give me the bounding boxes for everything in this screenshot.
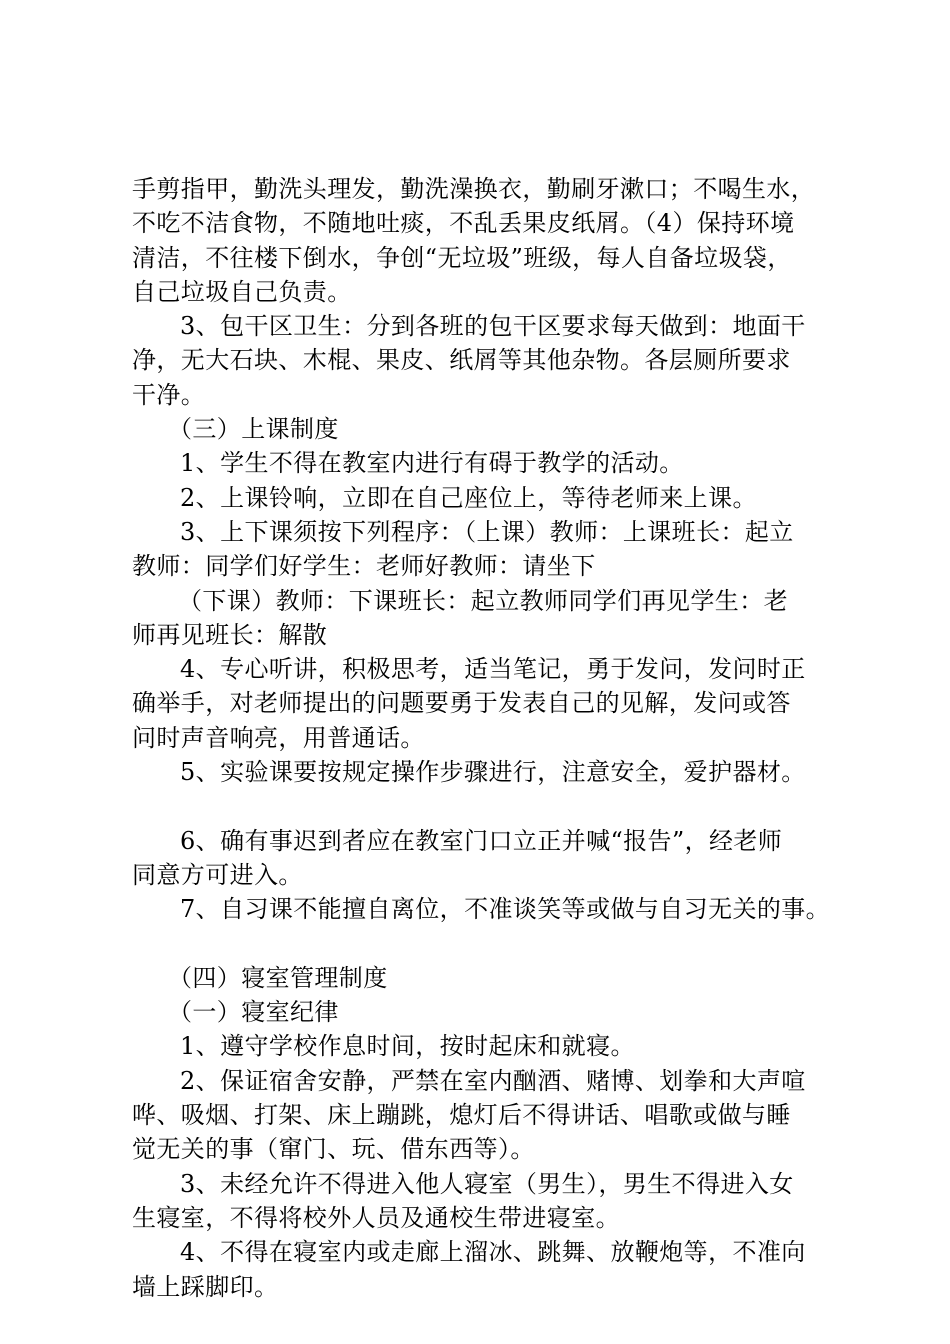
- text-line: 同意方可进入。: [132, 860, 303, 889]
- text-line: 生寝室，不得将校外人员及通校生带进寝室。: [132, 1203, 620, 1232]
- text-line: 2、上课铃响，立即在自己座位上，等待老师来上课。: [180, 483, 757, 512]
- text-line: 7、自习课不能擅自离位，不准谈笑等或做与自习无关的事。: [180, 895, 831, 924]
- text-line: 手剪指甲，勤洗头理发，勤洗澡换衣，勤刷牙漱口；不喝生水，: [132, 175, 816, 203]
- text-line: 干净。: [132, 380, 206, 409]
- text-line: 问时声音响亮，用普通话。: [132, 723, 425, 752]
- text-line: （下课）教师：下课班长：起立教师同学们再见学生：老: [178, 586, 788, 615]
- section-heading: （三）上课制度: [168, 415, 339, 444]
- blank-line: [132, 927, 837, 961]
- text-line: 自己垃圾自己负责。: [132, 277, 352, 306]
- text-line: 墙上踩脚印。: [132, 1272, 279, 1301]
- text-line: 觉无关的事（窜门、玩、借东西等）。: [132, 1135, 535, 1164]
- text-line: 3、未经允许不得进入他人寝室（男生），男生不得进入女: [180, 1169, 794, 1198]
- text-line: 2、保证宿舍安静，严禁在室内酗酒、赌博、划拳和大声喧: [180, 1066, 806, 1095]
- text-line: 6、确有事迟到者应在教室门口立正并喊“报告”，经老师: [180, 826, 783, 855]
- text-line: 3、包干区卫生：分到各班的包干区要求每天做到：地面干: [180, 312, 806, 341]
- subsection-heading: （一）寝室纪律: [168, 998, 339, 1027]
- text-line: 哗、吸烟、打架、床上蹦跳，熄灯后不得讲话、唱歌或做与睡: [132, 1101, 791, 1130]
- text-line: 教师：同学们好学生：老师好教师：请坐下: [132, 552, 596, 581]
- document-body: [132, 172, 837, 1304]
- text-line: 4、专心听讲，积极思考，适当笔记，勇于发问，发问时正: [180, 655, 806, 684]
- text-line: 4、不得在寝室内或走廊上溜冰、跳舞、放鞭炮等，不准向: [180, 1238, 806, 1267]
- text-line: 1、遵守学校作息时间，按时起床和就寝。: [180, 1032, 635, 1061]
- text-line: 确举手，对老师提出的问题要勇于发表自己的见解，发问或答: [132, 689, 791, 718]
- text-line: 不吃不洁食物，不随地吐痰，不乱丢果皮纸屑。（4）保持环境: [132, 209, 795, 238]
- text-line: 师再见班长：解散: [132, 620, 328, 649]
- text-line: 3、上下课须按下列程序：（上课）教师：上课班长：起立: [180, 517, 794, 546]
- text-line: 清洁，不往楼下倒水，争创“无垃圾”班级，每人自备垃圾袋，: [132, 243, 792, 272]
- blank-line: [132, 789, 837, 823]
- section-heading: （四）寝室管理制度: [168, 963, 388, 992]
- text-line: 净，无大石块、木棍、果皮、纸屑等其他杂物。各层厕所要求: [132, 346, 791, 375]
- text-line: 5、实验课要按规定操作步骤进行，注意安全，爱护器材。: [180, 758, 806, 787]
- text-line: 1、学生不得在教室内进行有碍于教学的活动。: [180, 449, 684, 478]
